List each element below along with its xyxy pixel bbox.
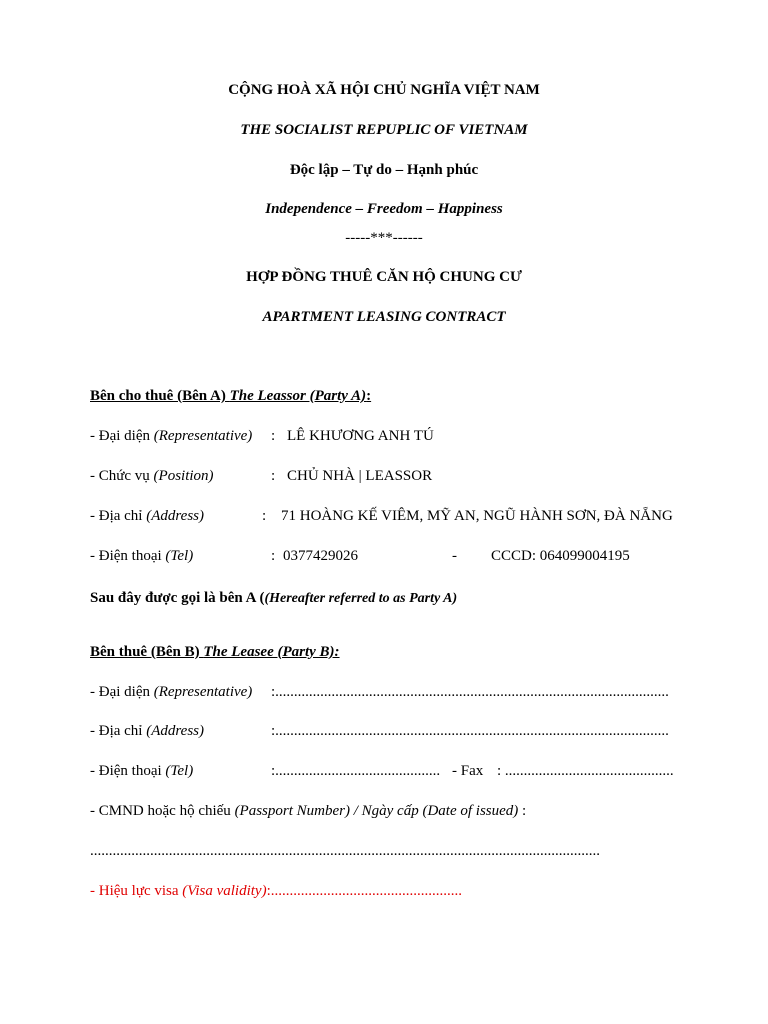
party-b-visa-row (90, 882, 462, 900)
party-a-tel-dash: - (452, 548, 457, 564)
party-a-position-sep: : (271, 468, 276, 484)
party-a-tel-label (90, 547, 193, 565)
party-b-fax-field: : ............................................. (497, 763, 674, 779)
separator: -----***------ (345, 230, 423, 246)
contract-title-vi: HỢP ĐỒNG THUÊ CĂN HỘ CHUNG CƯ (246, 269, 522, 285)
party-a-address-label (90, 507, 204, 525)
party-b-tel-label-en: (Tel) (165, 763, 194, 779)
party-a-heading-en: The Leassor (Party A) (229, 388, 367, 404)
party-a-heading-vi: Bên cho thuê (Bên A) (90, 388, 230, 404)
nation-title-en: THE SOCIALIST REPUPLIC OF VIETNAM (240, 122, 528, 138)
party-a-cccd: CCCD: 064099004195 (491, 548, 630, 564)
party-a-tel-label-vi: - Điện thoại (90, 548, 166, 564)
motto-vi: Độc lập – Tự do – Hạnh phúc (289, 162, 479, 178)
party-b-rep-field: :......................................................................................................... (271, 684, 669, 700)
party-a-hereafter (90, 589, 457, 608)
party-a-tel-sep: : (271, 548, 276, 564)
party-b-heading (90, 643, 340, 661)
party-a-heading (90, 387, 371, 405)
party-b-rep-label-vi: - Đại diện (90, 684, 154, 700)
party-b-visa-field: :................................................... (266, 883, 462, 899)
party-a-hereafter-en: (Hereafter referred to as Party A) (264, 591, 458, 606)
party-b-address-label-en: (Address) (146, 723, 205, 739)
party-a-position-label-vi: - Chức vụ (90, 468, 154, 484)
party-b-heading-vi: Bên thuê (Bên B) (90, 644, 204, 660)
party-b-passport-label-en: (Passport Number) / Ngày cấp (Date of issued) (234, 803, 519, 819)
party-a-tel-value: 0377429026 (283, 548, 358, 564)
party-b-rep-label-en: (Representative) (153, 684, 253, 700)
party-a-position-label (90, 467, 214, 485)
party-a-address-label-en: (Address) (146, 508, 205, 524)
party-b-visa-label-vi: - Hiệu lực visa (90, 883, 183, 899)
party-a-rep-label-en: (Representative) (153, 428, 253, 444)
party-a-address-label-vi: - Địa chỉ (90, 508, 147, 524)
party-a-rep-sep: : (271, 428, 276, 444)
party-a-hereafter-vi: Sau đây được gọi là bên A ( (90, 590, 265, 606)
party-a-position-label-en: (Position) (153, 468, 214, 484)
party-b-tel-field: :............................................ (271, 763, 441, 779)
party-a-position-value: CHỦ NHÀ | LEASSOR (287, 468, 433, 484)
motto-en: Independence – Freedom – Happiness (265, 201, 503, 217)
party-a-rep-label (90, 427, 252, 445)
party-b-passport-field: ........................................................................................................................................ (90, 843, 600, 859)
party-b-tel-label-vi: - Điện thoại (90, 763, 166, 779)
contract-title-en: APARTMENT LEASING CONTRACT (262, 309, 506, 325)
party-b-tel-label (90, 762, 193, 780)
party-a-rep-label-vi: - Đại diện (90, 428, 154, 444)
party-b-heading-en: The Leasee (Party B): (203, 644, 340, 660)
party-b-passport-label-vi: - CMND hoặc hộ chiếu (90, 803, 235, 819)
party-b-address-label-vi: - Địa chỉ (90, 723, 147, 739)
party-a-tel-label-en: (Tel) (165, 548, 194, 564)
party-b-address-label (90, 722, 204, 740)
party-b-rep-label (90, 683, 252, 701)
party-b-fax-label: - Fax (452, 763, 484, 779)
party-b-visa-label-en: (Visa validity) (182, 883, 267, 899)
party-b-passport-colon: : (518, 803, 527, 819)
party-a-heading-colon: : (366, 388, 372, 404)
party-a-address-sep: : (262, 508, 267, 524)
party-a-rep-value: LÊ KHƯƠNG ANH TÚ (287, 428, 434, 444)
party-b-passport-label (90, 802, 526, 820)
party-a-address-value: 71 HOÀNG KẾ VIÊM, MỸ AN, NGŨ HÀNH SƠN, ĐÀ NẴNG (281, 508, 673, 524)
nation-title-vi: CỘNG HOÀ XÃ HỘI CHỦ NGHĨA VIỆT NAM (228, 82, 540, 98)
party-b-address-field: :......................................................................................................... (271, 723, 669, 739)
